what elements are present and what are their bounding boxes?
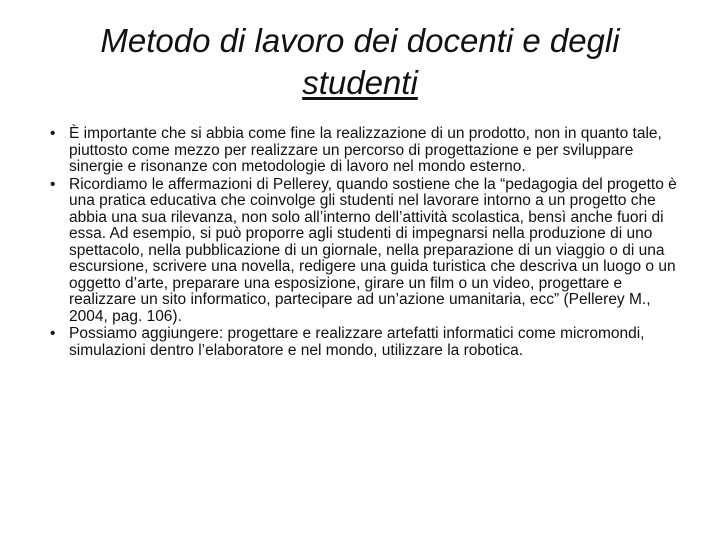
bullet-text: Possiamo aggiungere: progettare e realizzare artefatti informatici come micromondi, simulazioni dentro l’elaboratore e nel mondo, utilizzare la robotica.	[69, 325, 645, 359]
bullet-list	[50, 126, 690, 360]
slide-title-line-1: Metodo di lavoro dei docenti e degli	[100, 22, 620, 59]
bullet-item-2	[50, 177, 690, 326]
bullet-text: È importante che si abbia come fine la realizzazione di un prodotto, non in quanto tale, piuttosto come mezzo per realizzare un percorso di progettazione e per sviluppare sinergie e risonanze con metodologie di lavoro nel mondo esterno.	[69, 125, 662, 175]
bullet-item-1	[50, 126, 690, 176]
slide-title	[40, 20, 680, 104]
slide-title-line-2: studenti	[302, 64, 418, 101]
bullet-marker: •	[50, 175, 56, 193]
bullet-item-3	[50, 326, 690, 359]
bullet-marker: •	[50, 325, 56, 342]
bullet-text: Ricordiamo le affermazioni di Pellerey, quando sostiene che la “pedagogia del progetto è una pratica educativa che coinvolge gli studenti nel lavorare intorno a un progetto che abbia una sua rilevanza, non solo all’interno dell’attività scolastica, bensì anche fuori di essa. Ad esempio, si può proporre agli studenti di impegnarsi nella produzione di uno spettacolo, nella pubblicazione di un giornale, nella preparazione di un viaggio o di una escursione, scrivere una novella, redigere una guida turistica che descriva un luogo o un oggetto d’arte, preparare una esposizione, girare un film o un video, progettare e realizzare un sito informatico, partecipare ad un’azione umanitaria, ecc” (Pellerey M., 2004, pag. 106).	[69, 175, 677, 325]
bullet-marker: •	[50, 125, 56, 142]
